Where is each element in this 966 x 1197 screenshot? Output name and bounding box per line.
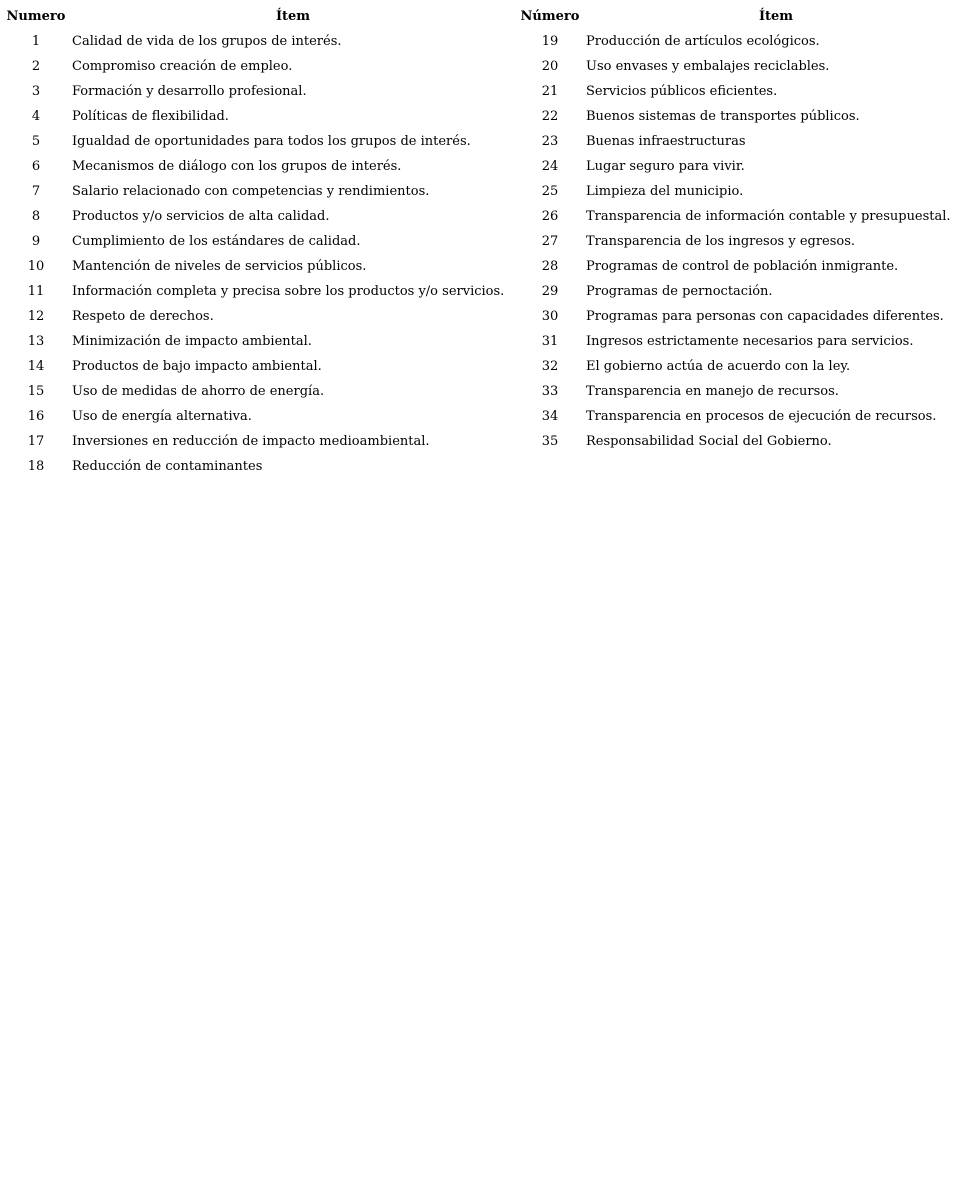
item-text-right: Buenas infraestructuras [586, 134, 746, 149]
item-text-left: Mantención de niveles de servicios públicos. [72, 259, 367, 274]
item-number-left: 3 [31, 84, 41, 99]
item-text-left: Uso de medidas de ahorro de energía. [72, 384, 325, 399]
item-number-right: 31 [541, 334, 559, 349]
item-text-right: Producción de artículos ecológicos. [586, 34, 820, 49]
item-number-left: 13 [27, 334, 45, 349]
table-row [0, 404, 966, 429]
item-number-right: 28 [541, 259, 559, 274]
table-row [0, 279, 966, 304]
item-text-left: Reducción de contaminantes [72, 459, 263, 474]
table-row [0, 54, 966, 79]
item-text-left: Compromiso creación de empleo. [72, 59, 293, 74]
table-row [0, 379, 966, 404]
table-body [0, 29, 966, 479]
item-text-left: Cumplimiento de los estándares de calidad. [72, 234, 361, 249]
item-number-left: 12 [27, 309, 45, 324]
table-row [0, 254, 966, 279]
table-row [0, 429, 966, 454]
item-text-right: Limpieza del municipio. [586, 184, 744, 199]
item-number-right: 20 [541, 59, 559, 74]
item-text-right: Transparencia en procesos de ejecución de recursos. [586, 409, 937, 424]
item-text-left: Respeto de derechos. [72, 309, 214, 324]
item-number-right: 29 [541, 284, 559, 299]
item-text-right: Uso envases y embalajes reciclables. [586, 59, 830, 74]
item-text-right: Servicios públicos eficientes. [586, 84, 778, 99]
table-row [0, 454, 966, 479]
item-number-right: 19 [541, 34, 559, 49]
item-text-left: Mecanismos de diálogo con los grupos de interés. [72, 159, 402, 174]
item-number-left: 9 [31, 234, 41, 249]
item-text-left: Uso de energía alternativa. [72, 409, 252, 424]
item-number-left: 6 [31, 159, 41, 174]
item-number-right: 27 [541, 234, 559, 249]
item-number-left: 5 [31, 134, 41, 149]
item-text-left: Salario relacionado con competencias y rendimientos. [72, 184, 430, 199]
item-number-right: 25 [541, 184, 559, 199]
item-number-left: 14 [27, 359, 45, 374]
item-text-right: Buenos sistemas de transportes públicos. [586, 109, 860, 124]
item-number-left: 16 [27, 409, 45, 424]
item-text-left: Minimización de impacto ambiental. [72, 334, 312, 349]
item-number-right: 21 [541, 84, 559, 99]
table-row [0, 204, 966, 229]
item-text-right: Transparencia de los ingresos y egresos. [586, 234, 856, 249]
item-text-right: Ingresos estrictamente necesarios para servicios. [586, 334, 914, 349]
item-text-left: Formación y desarrollo profesional. [72, 84, 307, 99]
header-right-number: Número [520, 9, 580, 24]
item-text-right: El gobierno actúa de acuerdo con la ley. [586, 359, 851, 374]
item-number-left: 7 [31, 184, 41, 199]
item-text-right: Programas de control de población inmigrante. [586, 259, 899, 274]
item-number-left: 8 [31, 209, 41, 224]
table-row [0, 179, 966, 204]
header-left-item: Ítem [275, 9, 311, 24]
item-number-left: 17 [27, 434, 45, 449]
item-text-right: Lugar seguro para vivir. [586, 159, 745, 174]
item-text-left: Información completa y precisa sobre los productos y/o servicios. [72, 284, 505, 299]
item-number-left: 2 [31, 59, 41, 74]
item-text-right: Programas de pernoctación. [586, 284, 773, 299]
item-number-right: 23 [541, 134, 559, 149]
item-number-right: 32 [541, 359, 559, 374]
table-row [0, 329, 966, 354]
table-row [0, 154, 966, 179]
table-header [0, 5, 966, 29]
item-text-right: Transparencia de información contable y presupuestal. [586, 209, 951, 224]
table-row [0, 79, 966, 104]
table-row [0, 304, 966, 329]
item-number-left: 11 [27, 284, 45, 299]
table-row [0, 29, 966, 54]
item-number-left: 18 [27, 459, 45, 474]
item-number-right: 24 [541, 159, 559, 174]
table-row [0, 104, 966, 129]
item-text-left: Productos y/o servicios de alta calidad. [72, 209, 330, 224]
item-number-right: 35 [541, 434, 559, 449]
item-text-left: Productos de bajo impacto ambiental. [72, 359, 322, 374]
item-text-right: Transparencia en manejo de recursos. [586, 384, 839, 399]
item-number-right: 34 [541, 409, 559, 424]
item-number-right: 26 [541, 209, 559, 224]
item-number-right: 33 [541, 384, 559, 399]
item-number-left: 4 [31, 109, 41, 124]
item-text-left: Igualdad de oportunidades para todos los grupos de interés. [72, 134, 471, 149]
table-row [0, 354, 966, 379]
item-number-left: 1 [31, 34, 41, 49]
table-row [0, 229, 966, 254]
item-number-right: 22 [541, 109, 559, 124]
item-text-right: Responsabilidad Social del Gobierno. [586, 434, 832, 449]
header-left-number: Numero [6, 9, 66, 24]
item-text-left: Calidad de vida de los grupos de interés. [72, 34, 342, 49]
item-number-left: 15 [27, 384, 45, 399]
item-text-left: Inversiones en reducción de impacto medioambiental. [72, 434, 430, 449]
item-text-left: Políticas de flexibilidad. [72, 109, 229, 124]
header-right-item: Ítem [758, 9, 794, 24]
table-row [0, 129, 966, 154]
item-number-right: 30 [541, 309, 559, 324]
items-table [0, 5, 966, 479]
item-number-left: 10 [27, 259, 45, 274]
item-text-right: Programas para personas con capacidades diferentes. [586, 309, 944, 324]
